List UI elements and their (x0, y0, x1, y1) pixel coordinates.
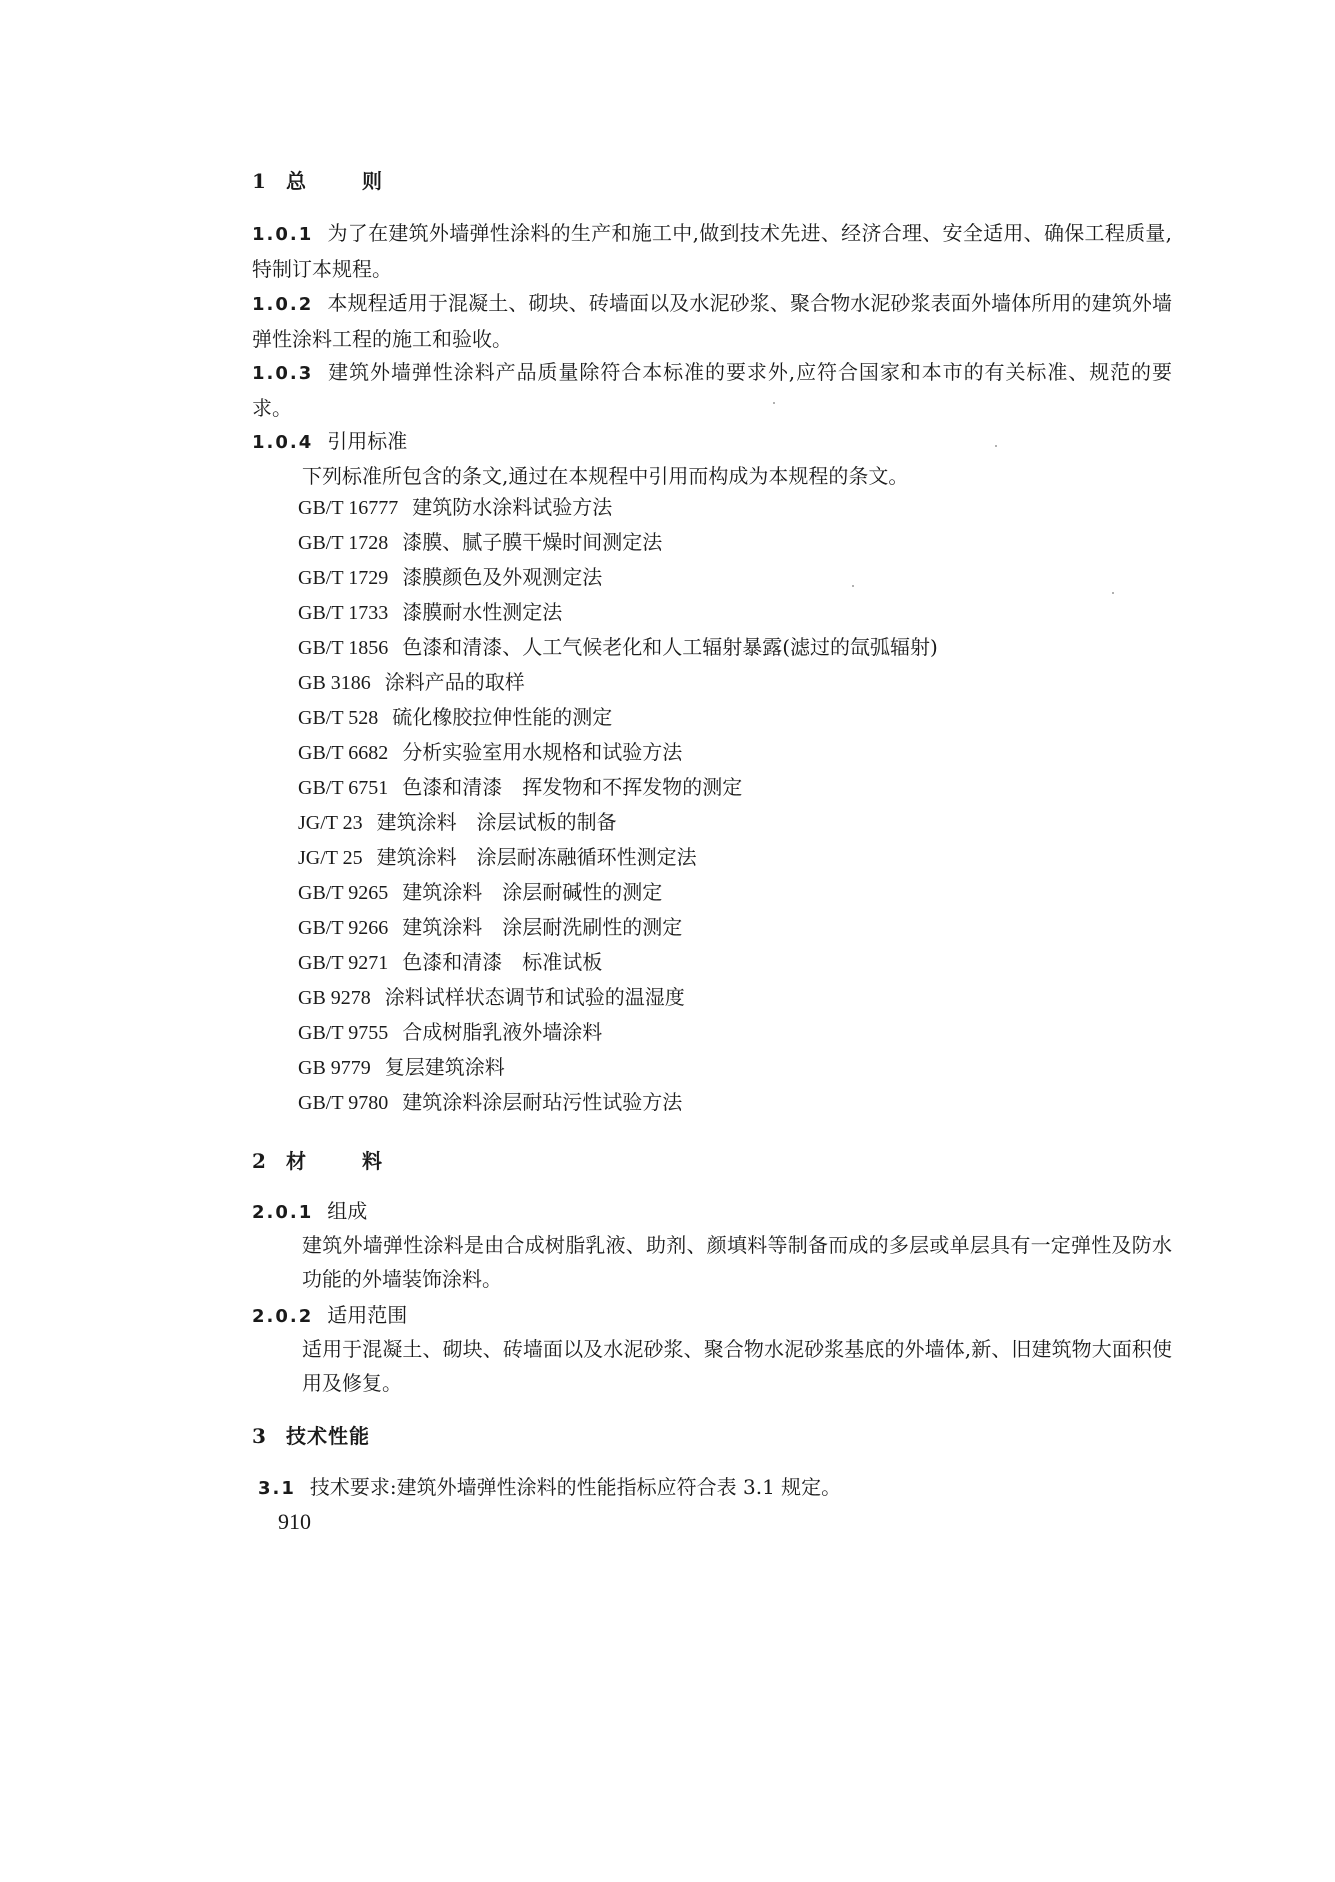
referenced-standards-list (298, 490, 938, 1120)
scan-speck (773, 402, 775, 404)
standard-item (298, 910, 938, 945)
standard-item (298, 525, 938, 560)
clause-number: 2.0.1 (252, 1202, 314, 1223)
standard-code: GB/T 6682 (298, 742, 389, 764)
section-3-heading (252, 1420, 370, 1449)
section-title: 材 料 (286, 1149, 400, 1173)
standard-code: GB 9779 (298, 1057, 371, 1079)
standard-title: 漆膜、腻子膜干燥时间测定法 (402, 530, 663, 554)
clause-number: 1.0.2 (252, 294, 314, 315)
standard-title: 建筑防水涂料试验方法 (412, 495, 613, 519)
standard-item (298, 1085, 938, 1120)
clause-text: 为了在建筑外墙弹性涂料的生产和施工中,做到技术先进、经济合理、安全适用、确保工程质量,特制订本规程。 (252, 221, 1172, 281)
clause-text: 组成 (327, 1199, 368, 1223)
standard-code: GB/T 9265 (298, 882, 389, 904)
standard-code: JG/T 25 (298, 847, 363, 869)
standard-code: GB/T 528 (298, 707, 379, 729)
standard-title: 色漆和清漆 挥发物和不挥发物的测定 (402, 775, 743, 799)
standard-code: GB/T 1733 (298, 602, 389, 624)
standard-title: 建筑涂料 涂层耐洗刷性的测定 (402, 915, 683, 939)
standard-title: 涂料试样状态调节和试验的温湿度 (384, 985, 685, 1009)
standard-code: GB/T 6751 (298, 777, 389, 799)
page-number: 910 (278, 1509, 311, 1534)
clause-1-0-4 (252, 424, 1172, 460)
clause-number: 1.0.1 (252, 224, 314, 245)
clause-1-0-3 (252, 355, 1172, 425)
standard-title: 建筑涂料涂层耐玷污性试验方法 (402, 1090, 683, 1114)
standard-title: 色漆和清漆、人工气候老化和人工辐射暴露(滤过的氙弧辐射) (402, 635, 938, 659)
standard-code: GB/T 1856 (298, 637, 389, 659)
clause-number: 1.0.3 (252, 363, 314, 384)
clause-text: 适用范围 (327, 1303, 408, 1327)
clause-1-0-4-intro: 下列标准所包含的条文,通过在本规程中引用而构成为本规程的条文。 (302, 464, 909, 488)
standard-item (298, 770, 938, 805)
standard-code: GB/T 1728 (298, 532, 389, 554)
clause-3-1 (258, 1470, 1178, 1506)
standard-title: 漆膜耐水性测定法 (402, 600, 563, 624)
section-number: 1 (252, 169, 267, 193)
clause-text: 技术要求:建筑外墙弹性涂料的性能指标应符合表 3.1 规定。 (309, 1475, 842, 1499)
clause-number: 1.0.4 (252, 432, 314, 453)
section-number: 2 (252, 1149, 267, 1173)
standard-code: GB/T 9271 (298, 952, 389, 974)
scan-speck (1112, 592, 1114, 594)
standard-item (298, 560, 938, 595)
standard-title: 建筑涂料 涂层试板的制备 (376, 810, 617, 834)
standard-item (298, 595, 938, 630)
standard-title: 复层建筑涂料 (384, 1055, 505, 1079)
section-1-heading (252, 165, 400, 194)
clause-2-0-2 (252, 1298, 1172, 1334)
standard-code: GB 3186 (298, 672, 371, 694)
standard-code: GB/T 9780 (298, 1092, 389, 1114)
clause-1-0-1 (252, 216, 1172, 286)
standard-item (298, 1050, 938, 1085)
scan-speck (852, 585, 854, 587)
standard-title: 分析实验室用水规格和试验方法 (402, 740, 683, 764)
standard-item (298, 945, 938, 980)
standard-item (298, 490, 938, 525)
clause-number: 2.0.2 (252, 1306, 314, 1327)
standard-code: GB/T 9266 (298, 917, 389, 939)
standard-item (298, 700, 938, 735)
standard-title: 硫化橡胶拉伸性能的测定 (392, 705, 613, 729)
standard-title: 建筑涂料 涂层耐碱性的测定 (402, 880, 663, 904)
standard-title: 色漆和清漆 标准试板 (402, 950, 603, 974)
standard-item (298, 875, 938, 910)
standard-title: 建筑涂料 涂层耐冻融循环性测定法 (376, 845, 697, 869)
clause-text: 建筑外墙弹性涂料产品质量除符合本标准的要求外,应符合国家和本市的有关标准、规范的要求。 (252, 360, 1172, 420)
section-2-heading (252, 1145, 400, 1174)
clause-number: 3.1 (258, 1478, 296, 1499)
clause-2-0-1-body: 建筑外墙弹性涂料是由合成树脂乳液、助剂、颜填料等制备而成的多层或单层具有一定弹性及防水功能的外墙装饰涂料。 (302, 1233, 1172, 1291)
clause-2-0-1 (252, 1194, 1172, 1230)
standard-item (298, 1015, 938, 1050)
clause-2-0-2-body: 适用于混凝土、砌块、砖墙面以及水泥砂浆、聚合物水泥砂浆基底的外墙体,新、旧建筑物大面积使用及修复。 (302, 1337, 1172, 1395)
standard-code: JG/T 23 (298, 812, 363, 834)
standard-code: GB/T 1729 (298, 567, 389, 589)
standard-title: 漆膜颜色及外观测定法 (402, 565, 603, 589)
standard-code: GB/T 16777 (298, 497, 399, 519)
standard-item (298, 840, 938, 875)
standard-item (298, 980, 938, 1015)
standard-title: 涂料产品的取样 (384, 670, 525, 694)
standard-item (298, 735, 938, 770)
section-number: 3 (252, 1424, 267, 1448)
standard-item (298, 665, 938, 700)
clause-1-0-2 (252, 286, 1172, 356)
scan-speck (995, 445, 997, 447)
standard-title: 合成树脂乳液外墙涂料 (402, 1020, 603, 1044)
section-title: 技术性能 (286, 1424, 370, 1448)
standard-item (298, 805, 938, 840)
clause-text: 引用标准 (327, 429, 408, 453)
standard-item (298, 630, 938, 665)
section-title: 总 则 (286, 169, 400, 193)
standard-code: GB/T 9755 (298, 1022, 389, 1044)
clause-text: 本规程适用于混凝土、砌块、砖墙面以及水泥砂浆、聚合物水泥砂浆表面外墙体所用的建筑外墙弹性涂料工程的施工和验收。 (252, 291, 1172, 351)
standard-code: GB 9278 (298, 987, 371, 1009)
